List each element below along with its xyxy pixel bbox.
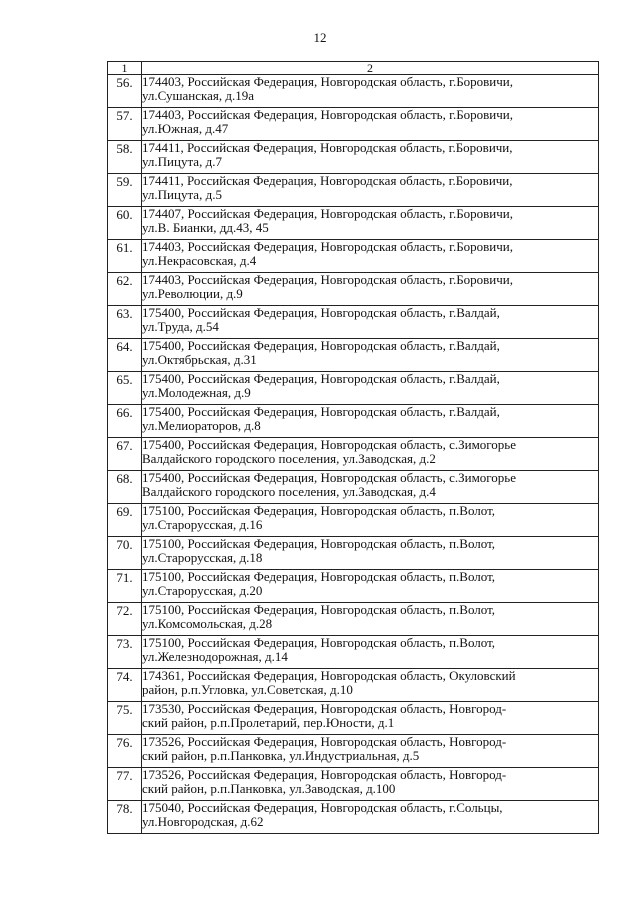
table-row: [108, 504, 599, 537]
address-line-2: ул.Пицута, д.7: [142, 154, 222, 169]
row-number: 77.: [108, 768, 142, 801]
table-row: [108, 339, 599, 372]
address-line-1: 174411, Российская Федерация, Новгородская область, г.Боровичи,: [142, 140, 513, 155]
table-row: [108, 768, 599, 801]
address-cell: [142, 207, 599, 240]
address-cell: [142, 669, 599, 702]
table-row: [108, 273, 599, 306]
row-number: 72.: [108, 603, 142, 636]
address-line-1: 175400, Российская Федерация, Новгородская область, г.Валдай,: [142, 305, 500, 320]
address-line-2: ул.Октябрьская, д.31: [142, 352, 257, 367]
address-line-2: Валдайского городского поселения, ул.Заводская, д.4: [142, 484, 436, 499]
row-number: 68.: [108, 471, 142, 504]
address-cell: [142, 471, 599, 504]
address-line-2: ский район, р.п.Панковка, ул.Индустриальная, д.5: [142, 748, 420, 763]
address-line-1: 174411, Российская Федерация, Новгородская область, г.Боровичи,: [142, 173, 513, 188]
address-line-2: ул.Новгородская, д.62: [142, 814, 264, 829]
row-number: 62.: [108, 273, 142, 306]
table-row: [108, 438, 599, 471]
address-line-1: 174403, Российская Федерация, Новгородская область, г.Боровичи,: [142, 239, 514, 254]
row-number: 63.: [108, 306, 142, 339]
row-number: 66.: [108, 405, 142, 438]
address-line-1: 174403, Российская Федерация, Новгородская область, г.Боровичи,: [142, 74, 514, 89]
table-row: [108, 174, 599, 207]
table-row: [108, 537, 599, 570]
address-cell: [142, 801, 599, 834]
address-line-2: ул.Сушанская, д.19а: [142, 88, 255, 103]
row-number: 56.: [108, 75, 142, 108]
address-line-1: 175040, Российская Федерация, Новгородская область, г.Сольцы,: [142, 800, 503, 815]
address-cell: [142, 405, 599, 438]
row-number: 74.: [108, 669, 142, 702]
address-line-1: 175400, Российская Федерация, Новгородская область, г.Валдай,: [142, 371, 500, 386]
address-line-1: 175400, Российская Федерация, Новгородская область, г.Валдай,: [142, 338, 500, 353]
address-cell: [142, 306, 599, 339]
row-number: 70.: [108, 537, 142, 570]
table-row: [108, 141, 599, 174]
row-number: 67.: [108, 438, 142, 471]
address-cell: [142, 735, 599, 768]
address-cell: [142, 240, 599, 273]
address-cell: [142, 273, 599, 306]
table-body: [108, 75, 599, 834]
row-number: 78.: [108, 801, 142, 834]
table-header: [108, 62, 599, 75]
address-line-1: 175100, Российская Федерация, Новгородская область, п.Волот,: [142, 536, 496, 551]
address-cell: [142, 636, 599, 669]
address-line-1: 173526, Российская Федерация, Новгородская область, Новгород-: [142, 734, 507, 749]
table-row: [108, 570, 599, 603]
row-number: 69.: [108, 504, 142, 537]
address-line-1: 175400, Российская Федерация, Новгородская область, с.Зимогорье: [142, 437, 517, 452]
address-line-2: ул.Железнодорожная, д.14: [142, 649, 288, 664]
address-line-1: 175400, Российская Федерация, Новгородская область, с.Зимогорье: [142, 470, 517, 485]
table-row: [108, 372, 599, 405]
address-line-1: 174407, Российская Федерация, Новгородская область, г.Боровичи,: [142, 206, 514, 221]
header-col-1: 1: [108, 62, 142, 75]
address-line-1: 175100, Российская Федерация, Новгородская область, п.Волот,: [142, 569, 496, 584]
address-line-2: ул.Старорусская, д.16: [142, 517, 263, 532]
address-cell: [142, 702, 599, 735]
address-line-2: ул.Революции, д.9: [142, 286, 243, 301]
row-number: 58.: [108, 141, 142, 174]
address-line-2: ул.Труда, д.54: [142, 319, 219, 334]
address-cell: [142, 570, 599, 603]
address-line-2: ский район, р.п.Пролетарий, пер.Юности, д.1: [142, 715, 395, 730]
table-row: [108, 405, 599, 438]
address-cell: [142, 768, 599, 801]
address-line-1: 174361, Российская Федерация, Новгородская область, Окуловский: [142, 668, 516, 683]
address-line-2: ул.Старорусская, д.20: [142, 583, 263, 598]
address-line-2: ул.Пицута, д.5: [142, 187, 222, 202]
address-cell: [142, 108, 599, 141]
address-cell: [142, 504, 599, 537]
address-line-2: Валдайского городского поселения, ул.Заводская, д.2: [142, 451, 436, 466]
table-row: [108, 669, 599, 702]
address-cell: [142, 75, 599, 108]
table-row: [108, 801, 599, 834]
address-line-2: ул.Молодежная, д.9: [142, 385, 251, 400]
address-line-1: 175100, Российская Федерация, Новгородская область, п.Волот,: [142, 503, 496, 518]
address-line-1: 173526, Российская Федерация, Новгородская область, Новгород-: [142, 767, 507, 782]
address-cell: [142, 141, 599, 174]
row-number: 73.: [108, 636, 142, 669]
address-cell: [142, 372, 599, 405]
row-number: 59.: [108, 174, 142, 207]
address-line-1: 175100, Российская Федерация, Новгородская область, п.Волот,: [142, 635, 496, 650]
row-number: 61.: [108, 240, 142, 273]
page-number: 12: [313, 30, 327, 45]
address-table: [107, 61, 599, 834]
table-row: [108, 240, 599, 273]
row-number: 75.: [108, 702, 142, 735]
table-row: [108, 207, 599, 240]
address-cell: [142, 339, 599, 372]
address-line-1: 174403, Российская Федерация, Новгородская область, г.Боровичи,: [142, 272, 514, 287]
address-line-2: ул.Некрасовская, д.4: [142, 253, 257, 268]
address-line-2: ул.Мелиораторов, д.8: [142, 418, 261, 433]
table-row: [108, 603, 599, 636]
table-row: [108, 735, 599, 768]
address-line-2: ул.Старорусская, д.18: [142, 550, 263, 565]
header-col-2: 2: [142, 62, 599, 75]
address-line-1: 173530, Российская Федерация, Новгородская область, Новгород-: [142, 701, 507, 716]
address-line-1: 175100, Российская Федерация, Новгородская область, п.Волот,: [142, 602, 496, 617]
row-number: 71.: [108, 570, 142, 603]
row-number: 64.: [108, 339, 142, 372]
address-line-2: ул.В. Бианки, дд.43, 45: [142, 220, 269, 235]
address-line-1: 174403, Российская Федерация, Новгородская область, г.Боровичи,: [142, 107, 514, 122]
table-row: [108, 306, 599, 339]
row-number: 60.: [108, 207, 142, 240]
address-cell: [142, 438, 599, 471]
address-line-1: 175400, Российская Федерация, Новгородская область, г.Валдай,: [142, 404, 500, 419]
row-number: 76.: [108, 735, 142, 768]
address-line-2: ский район, р.п.Панковка, ул.Заводская, д.100: [142, 781, 396, 796]
table-row: [108, 636, 599, 669]
address-cell: [142, 603, 599, 636]
table-row: [108, 702, 599, 735]
address-line-2: район, р.п.Угловка, ул.Советская, д.10: [142, 682, 353, 697]
address-cell: [142, 174, 599, 207]
table-row: [108, 471, 599, 504]
row-number: 57.: [108, 108, 142, 141]
address-line-2: ул.Южная, д.47: [142, 121, 229, 136]
row-number: 65.: [108, 372, 142, 405]
address-cell: [142, 537, 599, 570]
table-row: [108, 75, 599, 108]
table-row: [108, 108, 599, 141]
address-line-2: ул.Комсомольская, д.28: [142, 616, 273, 631]
